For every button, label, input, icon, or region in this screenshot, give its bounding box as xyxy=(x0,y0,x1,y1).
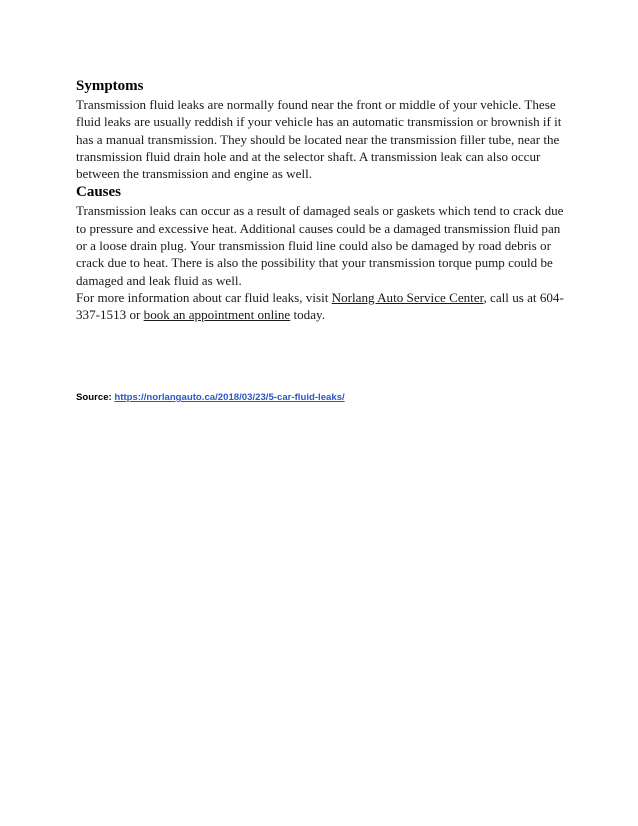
more-info-suffix: today. xyxy=(290,307,326,323)
symptoms-heading: Symptoms xyxy=(76,78,144,94)
source-line xyxy=(76,392,345,403)
article-body xyxy=(76,76,566,324)
norlang-auto-link[interactable]: Norlang Auto Service Center xyxy=(331,289,484,305)
causes-heading: Causes xyxy=(76,184,122,201)
book-appointment-link[interactable]: book an appointment online xyxy=(143,307,291,323)
more-info-middle: , call us at 604-337-1513 or xyxy=(76,289,564,323)
more-info-prefix: For more information about car fluid leaks, visit xyxy=(76,289,332,305)
symptoms-paragraph: Transmission fluid leaks are normally found near the front or middle of your vehicle. These fluid leaks are usually reddish if your vehicle has an automatic transmission or brownish if it has a manual transmission. They should be located near the transmission filler tube, near the transmission fluid drain hole and at the selector shaft. A transmission leak can also occur between the transmission and engine as well. xyxy=(76,97,562,182)
source-label: Source: xyxy=(76,392,115,403)
causes-paragraph: Transmission leaks can occur as a result of damaged seals or gaskets which tend to crack due to pressure and excessive heat. Additional causes could be a damaged transmission fluid pan or a loose drain plug. Your transmission fluid line could also be damaged by road debris or crack due to heat. There is also the possibility that your transmission torque pump could be damaged and leak fluid as well. xyxy=(76,203,564,288)
source-url-link[interactable]: https://norlangauto.ca/2018/03/23/5-car-fluid-leaks/ xyxy=(114,392,345,403)
more-info-paragraph xyxy=(76,289,566,324)
